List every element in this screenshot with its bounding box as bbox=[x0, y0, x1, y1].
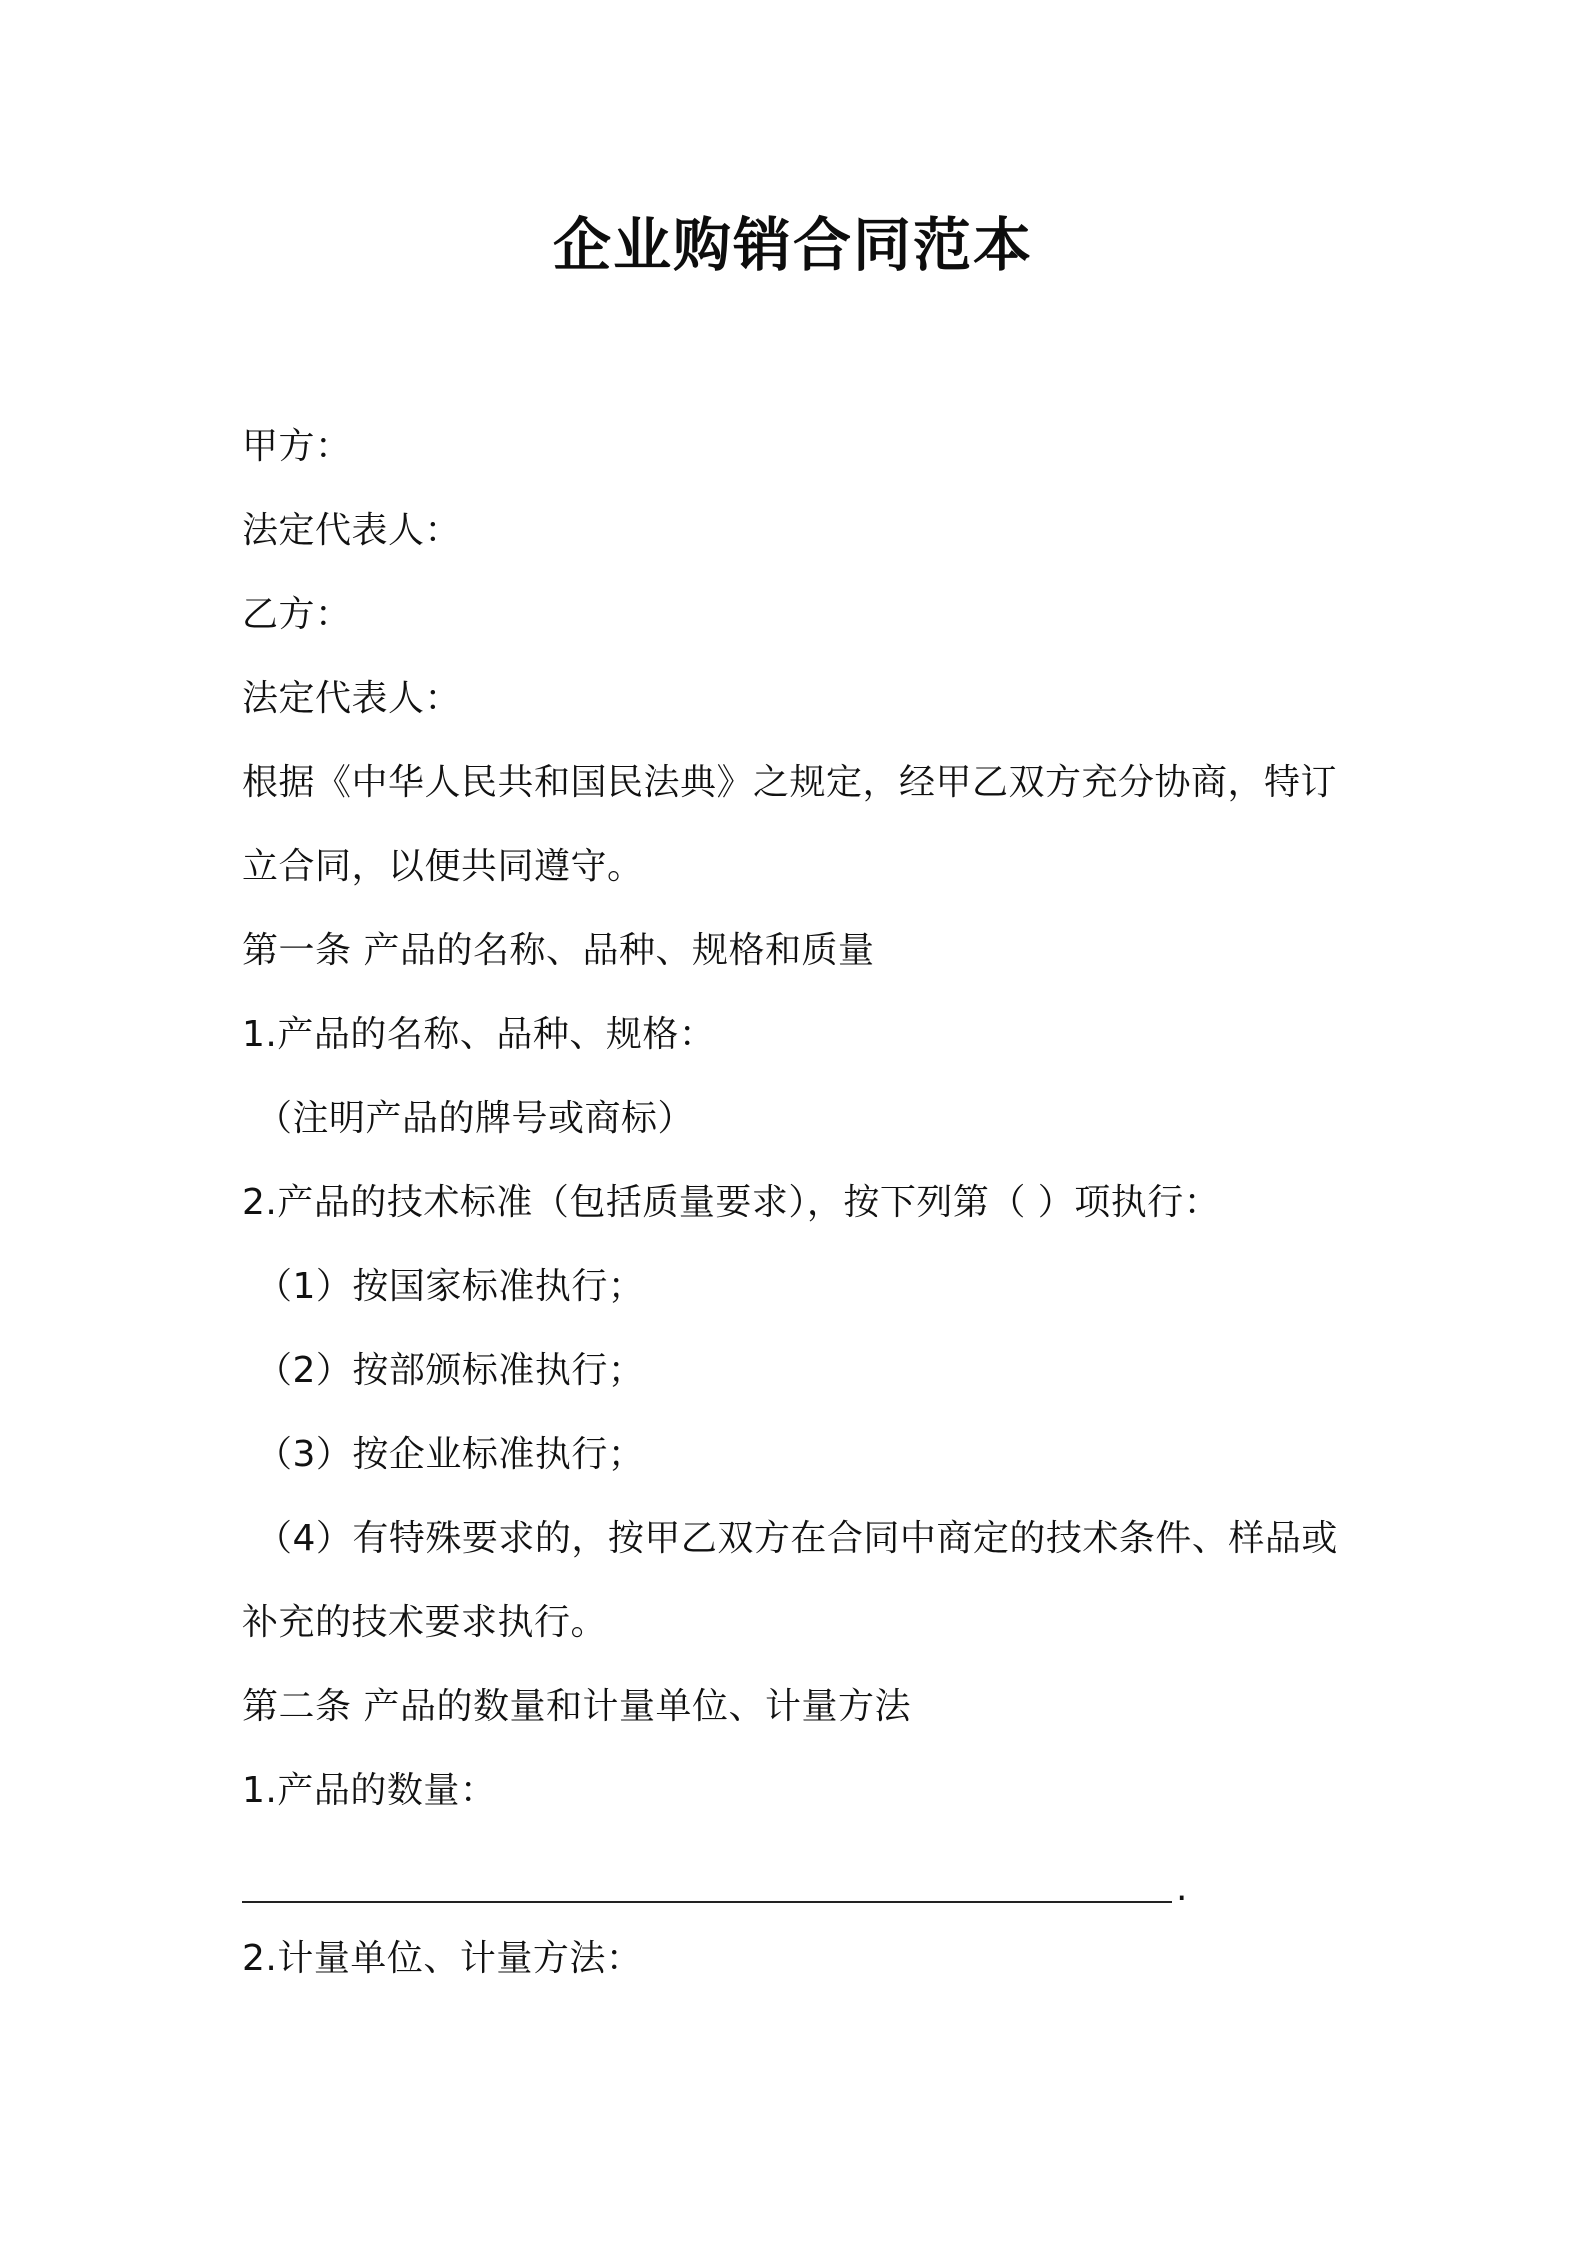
preamble-line-1: 根据《中华人民共和国民法典》之规定，经甲乙双方充分协商，特订 bbox=[242, 762, 1338, 803]
article-1-item-1: 1.产品的名称、品种、规格： bbox=[242, 1014, 716, 1055]
preamble-line-2: 立合同，以便共同遵守。 bbox=[242, 846, 644, 887]
party-b-label: 乙方： bbox=[242, 594, 352, 635]
party-a-label: 甲方： bbox=[242, 426, 352, 467]
quantity-fill-in-blank bbox=[242, 1833, 1362, 1917]
standard-option-4-continued: 补充的技术要求执行。 bbox=[242, 1602, 608, 1643]
party-a-legal-representative: 法定代表人： bbox=[242, 510, 462, 551]
document-title: 企业购销合同范本 bbox=[552, 211, 1033, 279]
party-b-legal-representative: 法定代表人： bbox=[242, 678, 462, 719]
standard-option-4: （4）有特殊要求的，按甲乙双方在合同中商定的技术条件、样品或 bbox=[256, 1518, 1338, 1559]
standard-option-1: （1）按国家标准执行； bbox=[256, 1266, 645, 1307]
article-1-item-1-note: （注明产品的牌号或商标） bbox=[256, 1098, 695, 1139]
article-2-item-1: 1.产品的数量： bbox=[242, 1770, 497, 1811]
article-1-item-2: 2.产品的技术标准（包括质量要求），按下列第（ ）项执行： bbox=[242, 1182, 1221, 1223]
article-2-item-2: 2.计量单位、计量方法： bbox=[242, 1938, 643, 1979]
fill-in-underline bbox=[242, 1901, 1172, 1903]
fill-in-end-mark: . bbox=[1176, 1868, 1188, 1909]
article-1-heading: 第一条 产品的名称、品种、规格和质量 bbox=[242, 930, 875, 971]
document-body bbox=[242, 405, 1362, 2001]
article-2-heading: 第二条 产品的数量和计量单位、计量方法 bbox=[242, 1686, 911, 1727]
standard-option-3: （3）按企业标准执行； bbox=[256, 1434, 645, 1475]
standard-option-2: （2）按部颁标准执行； bbox=[256, 1350, 645, 1391]
